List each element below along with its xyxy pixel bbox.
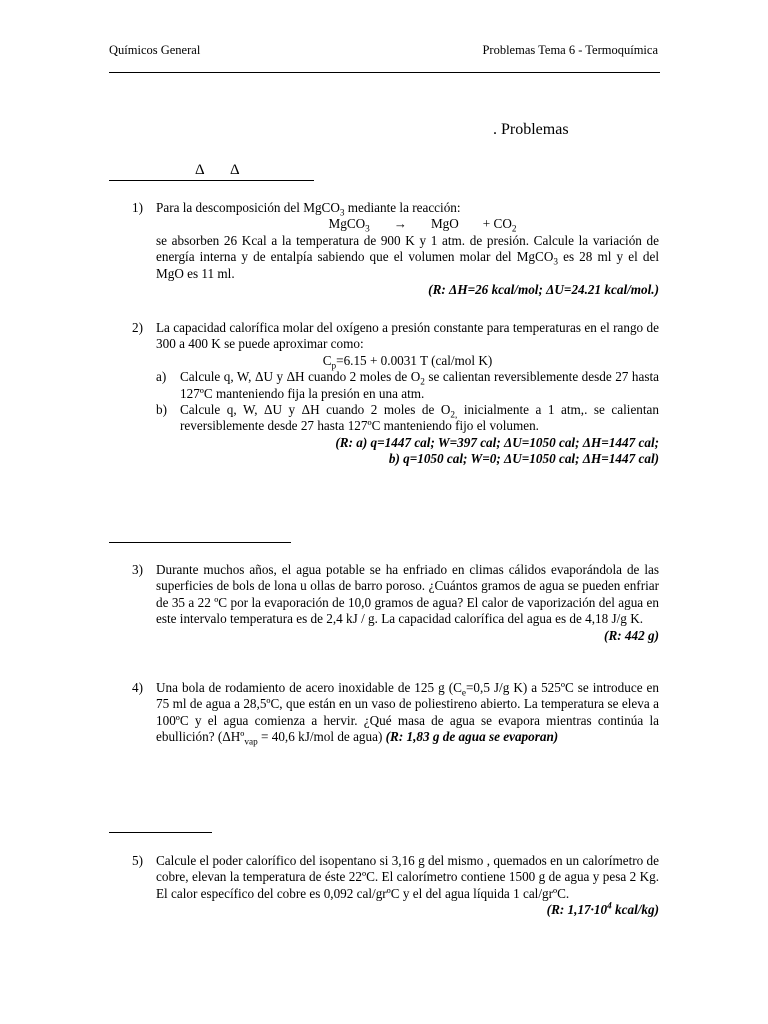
problem-2 (132, 320, 659, 468)
formula: $C_p=6.15 + 0.0031$ T (cal/mol K) (322, 352, 493, 371)
problem-3 (132, 562, 659, 644)
problem-text: Una bola de rodamiento de acero inoxidable de 125 g ($C_e=0,5$ J/g K) a 525ºC se introduce en 75 ml de agua a 28,5ºC, que están en un vaso de poliestireno abierto. La temperatura se eleva a 100ºC y el agua comienza a hervir. ¿Qué masa de agua se evapora mientras continúa la ebullición? (ΔHº$_{vap}$ = 40,6 kJ/mol de agua) (R: 1,83 g de agua se evaporan) (156, 680, 659, 747)
page-title: . Problemas (493, 121, 569, 138)
section-rule-2 (109, 542, 291, 543)
subquestion-a: a) Calcule q, W, ΔU y ΔH cuando 2 moles de $O_2$ se calientan reversiblemente desde 27 hasta 127ºC manteniendo fija la presión en una atm. (156, 369, 659, 401)
problem-answer: (R: 442 g) (604, 627, 659, 643)
problem-text: se absorben 26 Kcal a la temperatura de 900 K y 1 atm. de presión. Calcule la variación de energía interna y de entalpía sabiendo que el volumen molar del MgCO$_3$ es 28 ml y el del MgO es 11 ml. (156, 232, 659, 281)
problem-answer: (R: 1,83 g de agua se evaporan) (385, 729, 559, 745)
problem-answer: (R: ΔH=26 kcal/mol; ΔU=24.21 kcal/mol.) (428, 282, 659, 298)
delta-symbol: Δ (195, 162, 205, 178)
problem-intro: La capacidad calorífica molar del oxígeno a presión constante para temperaturas en el rango de 300 a 400 K se puede aproximar como: (156, 320, 659, 352)
problem-1 (132, 200, 659, 298)
delta-symbol: Δ (230, 162, 240, 178)
problem-answer: b) q=1050 cal; W=0; ΔU=1050 cal; ΔH=1447 cal) (388, 451, 659, 467)
subquestion-b: b) Calcule q, W, ΔU y ΔH cuando 2 moles de $O_{2,}$ inicialmente a 1 atm,. se calientan reversiblemente desde 27 hasta 127ºC manteniendo fijo el volumen. (156, 402, 659, 434)
header-right: Problemas Tema 6 - Termoquímica (482, 43, 658, 57)
problem-number: 1) (132, 200, 143, 215)
problem-5 (132, 853, 659, 919)
problem-number: 4) (132, 680, 143, 695)
problem-text: Durante muchos años, el agua potable se ha enfriado en climas cálidos evaporándola de las superficies de bols de lona u ollas de barro poroso. ¿Cuántos gramos de agua se pueden enfriar de 35 a 22 ºC por la evaporación de 10,0 gramos de agua? El calor de vaporización del agua en este intervalo temperatura es de 2,4 kJ / g. La capacidad calorífica del agua es de 4,18 J/g K. (156, 562, 659, 627)
problem-number: 3) (132, 562, 143, 577)
problem-intro: Para la descomposición del MgCO$_3$ mediante la reacción: (156, 200, 461, 218)
problem-text: Calcule el poder calorífico del isopentano si 3,16 g del mismo , quemados en un calorímetro de cobre, elevan la temperatura de éste 22ºC. El calorímetro contiene 1500 g de agua y pesa 2 Kg. El calor específico del cobre es 0,092 cal/grºC y el del agua líquida 1 cal/grºC. (156, 853, 659, 901)
header-rule (109, 72, 660, 73)
header-left: Químicos General (109, 43, 201, 57)
problem-answer: (R: $1,17\cdot 10^4$ kcal/kg) (546, 900, 659, 918)
problem-answer: (R: a) q=1447 cal; W=397 cal; ΔU=1050 cal; ΔH=1447 cal; (335, 434, 659, 450)
problem-4 (132, 680, 659, 746)
section-rule-3 (109, 832, 212, 833)
reaction-equation: MgCO$_3$ → MgO + $CO_2$ (328, 216, 517, 235)
problem-number: 2) (132, 320, 143, 335)
arrow-icon: → (393, 216, 407, 232)
problem-number: 5) (132, 853, 143, 868)
section-heading-1 (109, 162, 314, 181)
